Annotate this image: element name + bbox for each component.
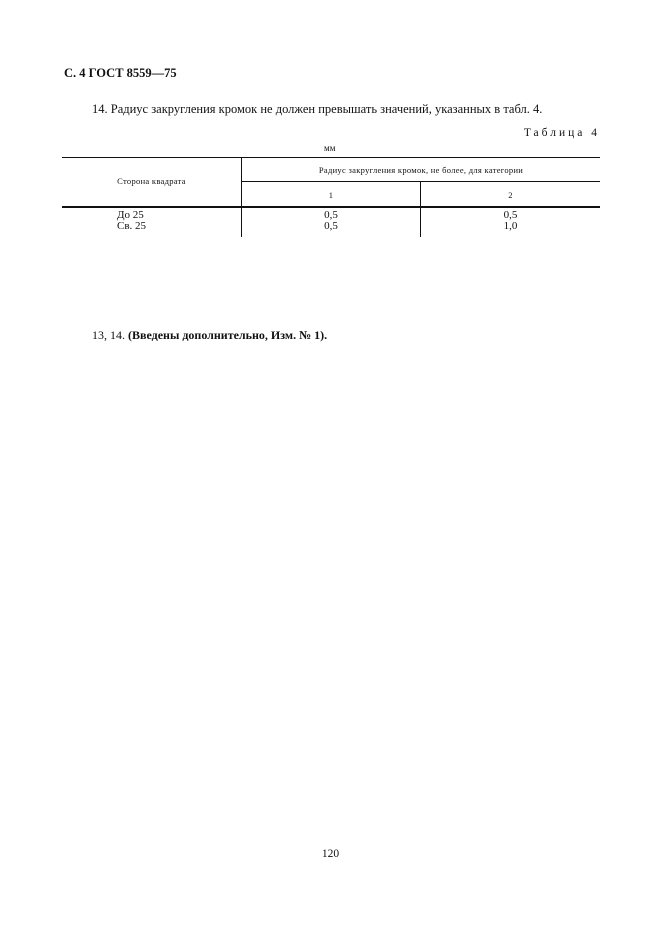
row-side-value: Св. 25 <box>117 220 147 232</box>
column-header-side: Сторона квадрата <box>117 176 186 186</box>
amendment-note-text: (Введены дополнительно, Изм. № 1). <box>128 328 328 342</box>
column-header-category-1: 1 <box>328 190 334 200</box>
paragraph-14: 14. Радиус закругления кромок не должен превышать значений, указанных в табл. 4. <box>92 102 543 116</box>
page-number: 120 <box>321 848 340 860</box>
row-category-2-value: 0,5 <box>503 209 518 221</box>
column-header-category-2: 2 <box>508 190 513 200</box>
table-header-bottom-rule <box>62 206 600 208</box>
amendment-note-prefix: 13, 14. <box>92 328 125 342</box>
row-category-1-value: 0,5 <box>324 220 338 232</box>
row-category-1-value: 0,5 <box>324 209 338 221</box>
table-caption: Таблица 4 <box>523 127 600 139</box>
row-category-2-value: 1,0 <box>503 220 518 232</box>
amendment-note <box>92 328 327 343</box>
table-header-divider <box>242 181 600 182</box>
page-header: С. 4 ГОСТ 8559—75 <box>64 66 177 80</box>
column-header-radius: Радиус закругления кромок, не более, для категории <box>318 165 524 175</box>
row-side-value: До 25 <box>117 209 144 221</box>
table-top-rule <box>62 157 600 158</box>
table-unit: мм <box>324 143 336 153</box>
